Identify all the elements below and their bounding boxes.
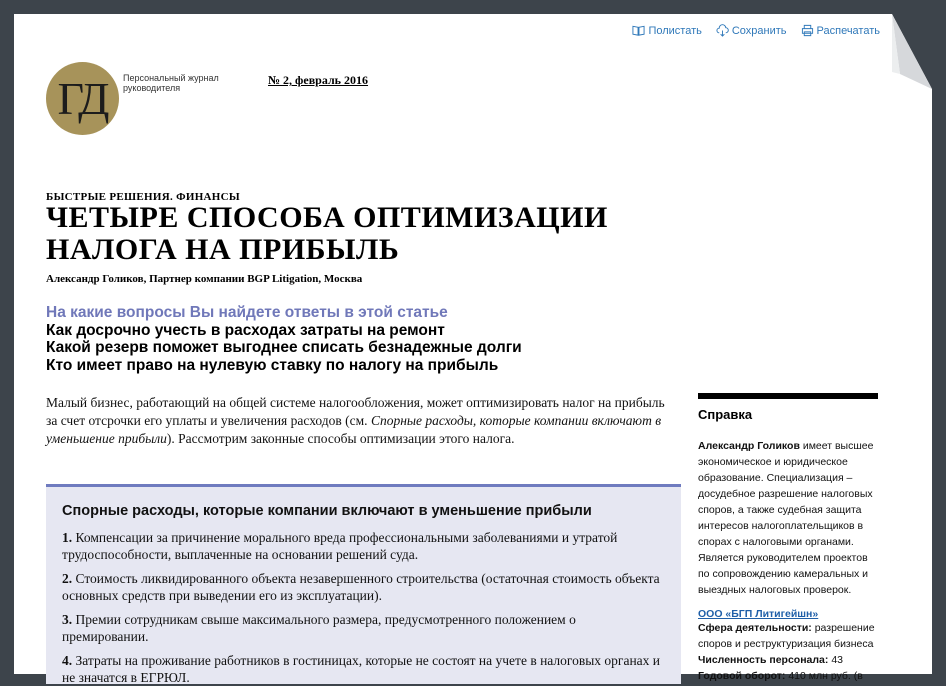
fact-label: Годовой оборот: [698, 670, 786, 682]
sidebar-divider [698, 393, 878, 399]
fact-value: разрешение споров и реструктуризация бизнеса [698, 622, 875, 650]
bio-text: имеет высшее экономическое и юридическое образование. Специализация – досудебное разрешение налоговых споров, а также судебная защита интересов налогоплательщиков в спорах с налоговыми органами. Является руководителем проектов по сопровождению камеральных и выездных налоговых проверок. [698, 440, 874, 596]
open-book-icon [632, 24, 645, 37]
journal-logo[interactable] [46, 62, 119, 135]
item-number: 4. [62, 653, 73, 668]
author-info-sidebar [698, 393, 878, 684]
bio-name: Александр Голиков [698, 440, 800, 452]
journal-subtitle: Персональный журнал руководителя [123, 73, 219, 93]
cloud-download-icon [716, 24, 729, 37]
intro-text-end: ). Рассмотрим законные способы оптимизации этого налога. [166, 431, 515, 446]
item-text: Стоимость ликвидированного объекта незавершенного строительства (остаточная стоимость объекта основных средств при выведении его из эксплуатации). [62, 571, 660, 603]
disputed-expenses-box [46, 484, 681, 684]
question-item: Какой резерв поможет выгоднее списать безнадежные долги [46, 339, 522, 356]
question-item: Как досрочно учесть в расходах затраты на ремонт [46, 321, 445, 339]
article-author: Александр Голиков, Партнер компании BGP Litigation, Москва [46, 273, 363, 285]
issue-link[interactable]: № 2, февраль 2016 [268, 73, 369, 87]
browse-button[interactable] [632, 24, 701, 37]
item-text: Затраты на проживание работников в гостиницах, которые не состоят на учете в налоговых органах и не значатся в ЕГРЮЛ. [62, 653, 661, 685]
questions-heading: На какие вопросы Вы найдете ответы в этой статье [46, 304, 448, 321]
article-rubric: БЫСТРЫЕ РЕШЕНИЯ. ФИНАНСЫ [46, 191, 240, 203]
item-number: 2. [62, 571, 73, 586]
company-fact [698, 652, 878, 668]
list-item [62, 529, 665, 563]
save-button[interactable] [716, 24, 787, 37]
toolbar [632, 24, 880, 37]
company-fact [698, 620, 878, 652]
question-item: Кто имеет право на нулевую ставку по налогу на прибыль [46, 356, 499, 374]
list-item [62, 611, 665, 645]
print-label: Распечатать [816, 24, 880, 37]
sidebar-heading: Справка [698, 407, 753, 422]
article-title: ЧЕТЫРЕ СПОСОБА ОПТИМИЗАЦИИ НАЛОГА НА ПРИБЫЛЬ [46, 201, 608, 266]
logo-text: ГД [57, 72, 108, 124]
fact-label: Численность персонала: [698, 654, 829, 666]
list-item [62, 652, 665, 686]
fact-value: 43 [828, 654, 844, 666]
author-bio [698, 438, 878, 598]
item-text: Компенсации за причинение морального вреда профессиональными заболеваниями и утратой трудоспособности, выплаченные на основании решений суда. [62, 530, 618, 562]
item-text: Премии сотрудникам свыше максимального размера, предусмотренного положением о премировании. [62, 612, 576, 644]
fact-value: 410 млн руб. (в [785, 670, 863, 682]
browse-label: Полистать [648, 24, 702, 37]
box-title: Спорные расходы, которые компании включают в уменьшение прибыли [62, 503, 592, 519]
list-item [62, 570, 665, 604]
article-intro [46, 394, 666, 448]
company-link[interactable]: ООО «БГП Литигейшн» [698, 608, 819, 620]
item-number: 1. [62, 530, 73, 545]
save-label: Сохранить [731, 24, 787, 37]
printer-icon [801, 24, 814, 37]
item-number: 3. [62, 612, 73, 627]
intro-text: Малый бизнес, работающий на общей системе налогообложения, может оптимизировать налог на прибыль за счет отсрочки его уплаты и увеличения расходов (см. [46, 395, 665, 428]
intro-reference: Спорные расходы, которые компании включают в уменьшение прибыли [46, 413, 662, 446]
magazine-page [14, 14, 932, 685]
questions-block [46, 304, 606, 374]
fact-label: Сфера деятельности: [698, 622, 812, 634]
print-button[interactable] [801, 24, 880, 37]
company-fact [698, 668, 878, 684]
page-corner-fold [892, 14, 932, 89]
